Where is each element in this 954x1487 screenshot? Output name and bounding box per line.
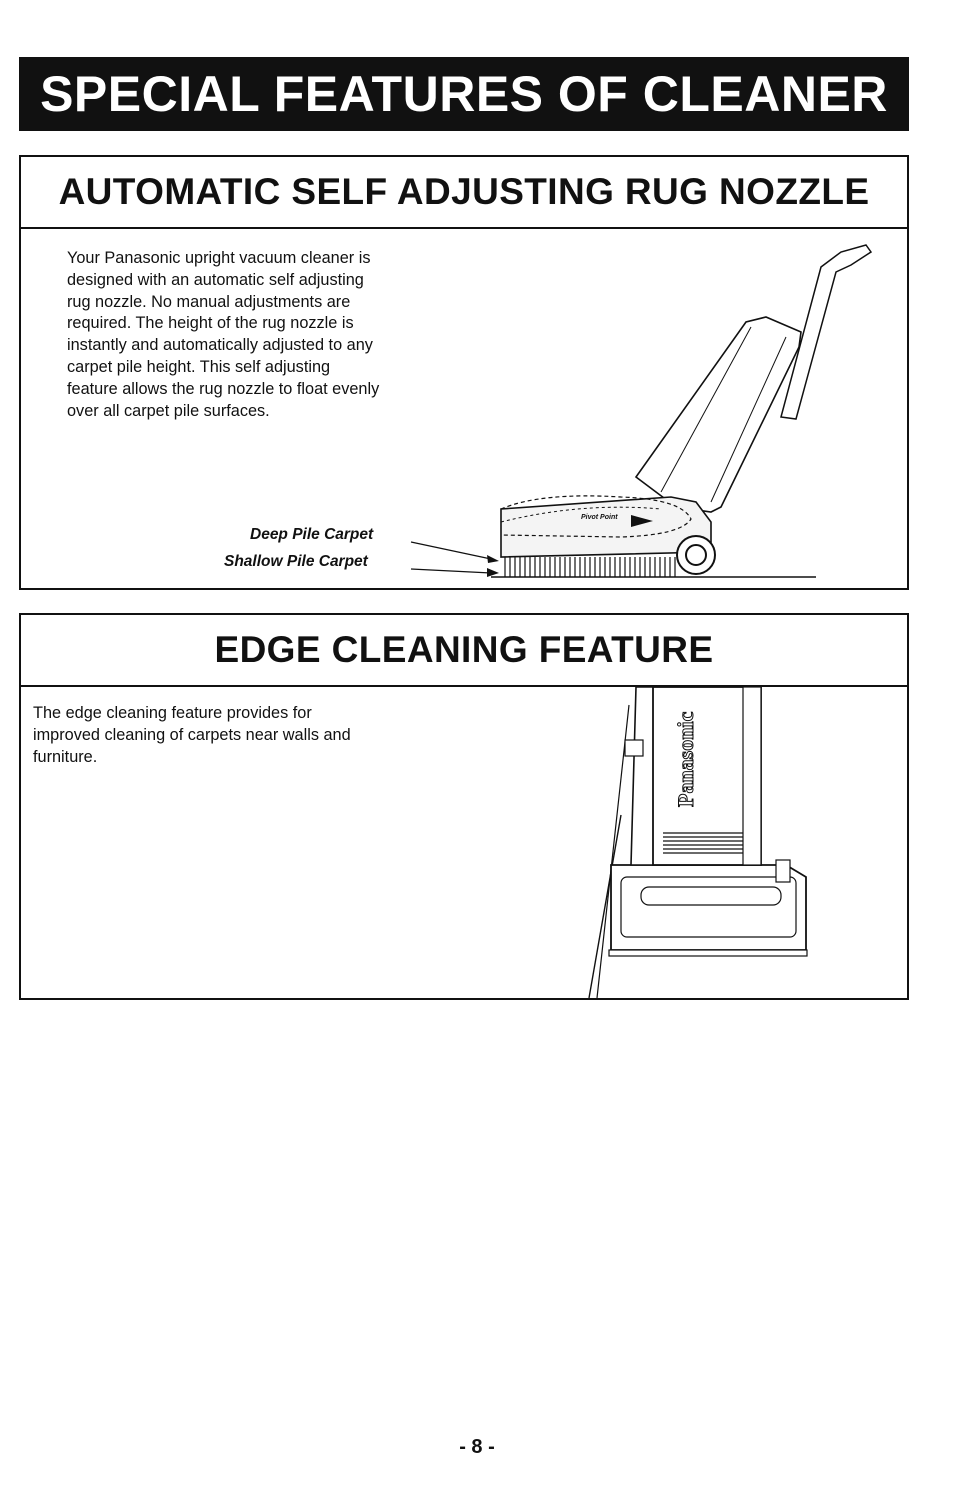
upright-vacuum-side-illustration [21,157,907,588]
shallow-pile-label: Shallow Pile Carpet [224,553,368,570]
edge-cleaning-description: The edge cleaning feature provides for improved cleaning of carpets near walls and furniture. [33,704,351,766]
panasonic-brand-label: Panasonic [673,711,698,807]
rug-nozzle-heading: AUTOMATIC SELF ADJUSTING RUG NOZZLE [58,171,870,212]
rug-nozzle-section [19,155,909,590]
edge-cleaning-section [19,613,909,1000]
upright-vacuum-front-illustration [21,615,907,998]
rug-nozzle-description: Your Panasonic upright vacuum cleaner is designed with an automatic self adjusting rug nozzle. No manual adjustments are required. The height of the rug nozzle is instantly and automatically adjusted to any carpet pile height. This self adjusting feature allows the rug nozzle to float evenly over all carpet pile surfaces. [67,249,380,420]
pivot-point-label: Pivot Point [581,514,618,521]
page-number: - 8 - [459,1436,495,1458]
edge-cleaning-heading: EDGE CLEANING FEATURE [214,629,714,670]
page-title: SPECIAL FEATURES OF CLEANER [40,66,888,122]
deep-pile-label: Deep Pile Carpet [250,526,374,543]
page-title-bar [19,57,909,131]
